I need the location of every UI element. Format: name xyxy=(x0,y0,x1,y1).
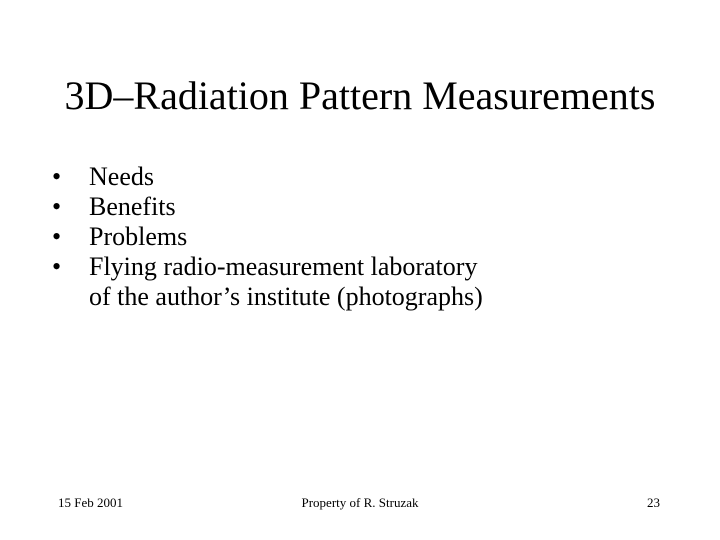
footer-property: Property of R. Struzak xyxy=(301,495,419,510)
bullet-item-problems xyxy=(52,222,672,252)
bullet-text xyxy=(89,222,672,252)
bullet-line: of the author’s institute (photographs) xyxy=(89,282,483,311)
footer-page-number: 23 xyxy=(647,495,660,510)
bullet-item-flying-laboratory xyxy=(52,252,672,312)
bullet-text xyxy=(89,252,672,312)
bullet-text xyxy=(89,162,672,192)
bullet-item-benefits xyxy=(52,192,672,222)
bullet-line: Problems xyxy=(89,222,188,251)
bullet-icon: • xyxy=(52,252,62,281)
bullet-icon: • xyxy=(52,222,62,251)
slide-title: 3D–Radiation Pattern Measurements xyxy=(64,73,656,118)
bullet-item-needs xyxy=(52,162,672,192)
bullet-line: Flying radio-measurement laboratory xyxy=(89,252,478,281)
bullet-line: Needs xyxy=(89,162,154,191)
bullet-icon: • xyxy=(52,162,62,191)
bullet-list xyxy=(52,162,672,312)
footer-date: 15 Feb 2001 xyxy=(58,495,123,510)
bullet-line: Benefits xyxy=(89,192,176,221)
bullet-icon: • xyxy=(52,192,62,221)
bullet-text xyxy=(89,192,672,222)
